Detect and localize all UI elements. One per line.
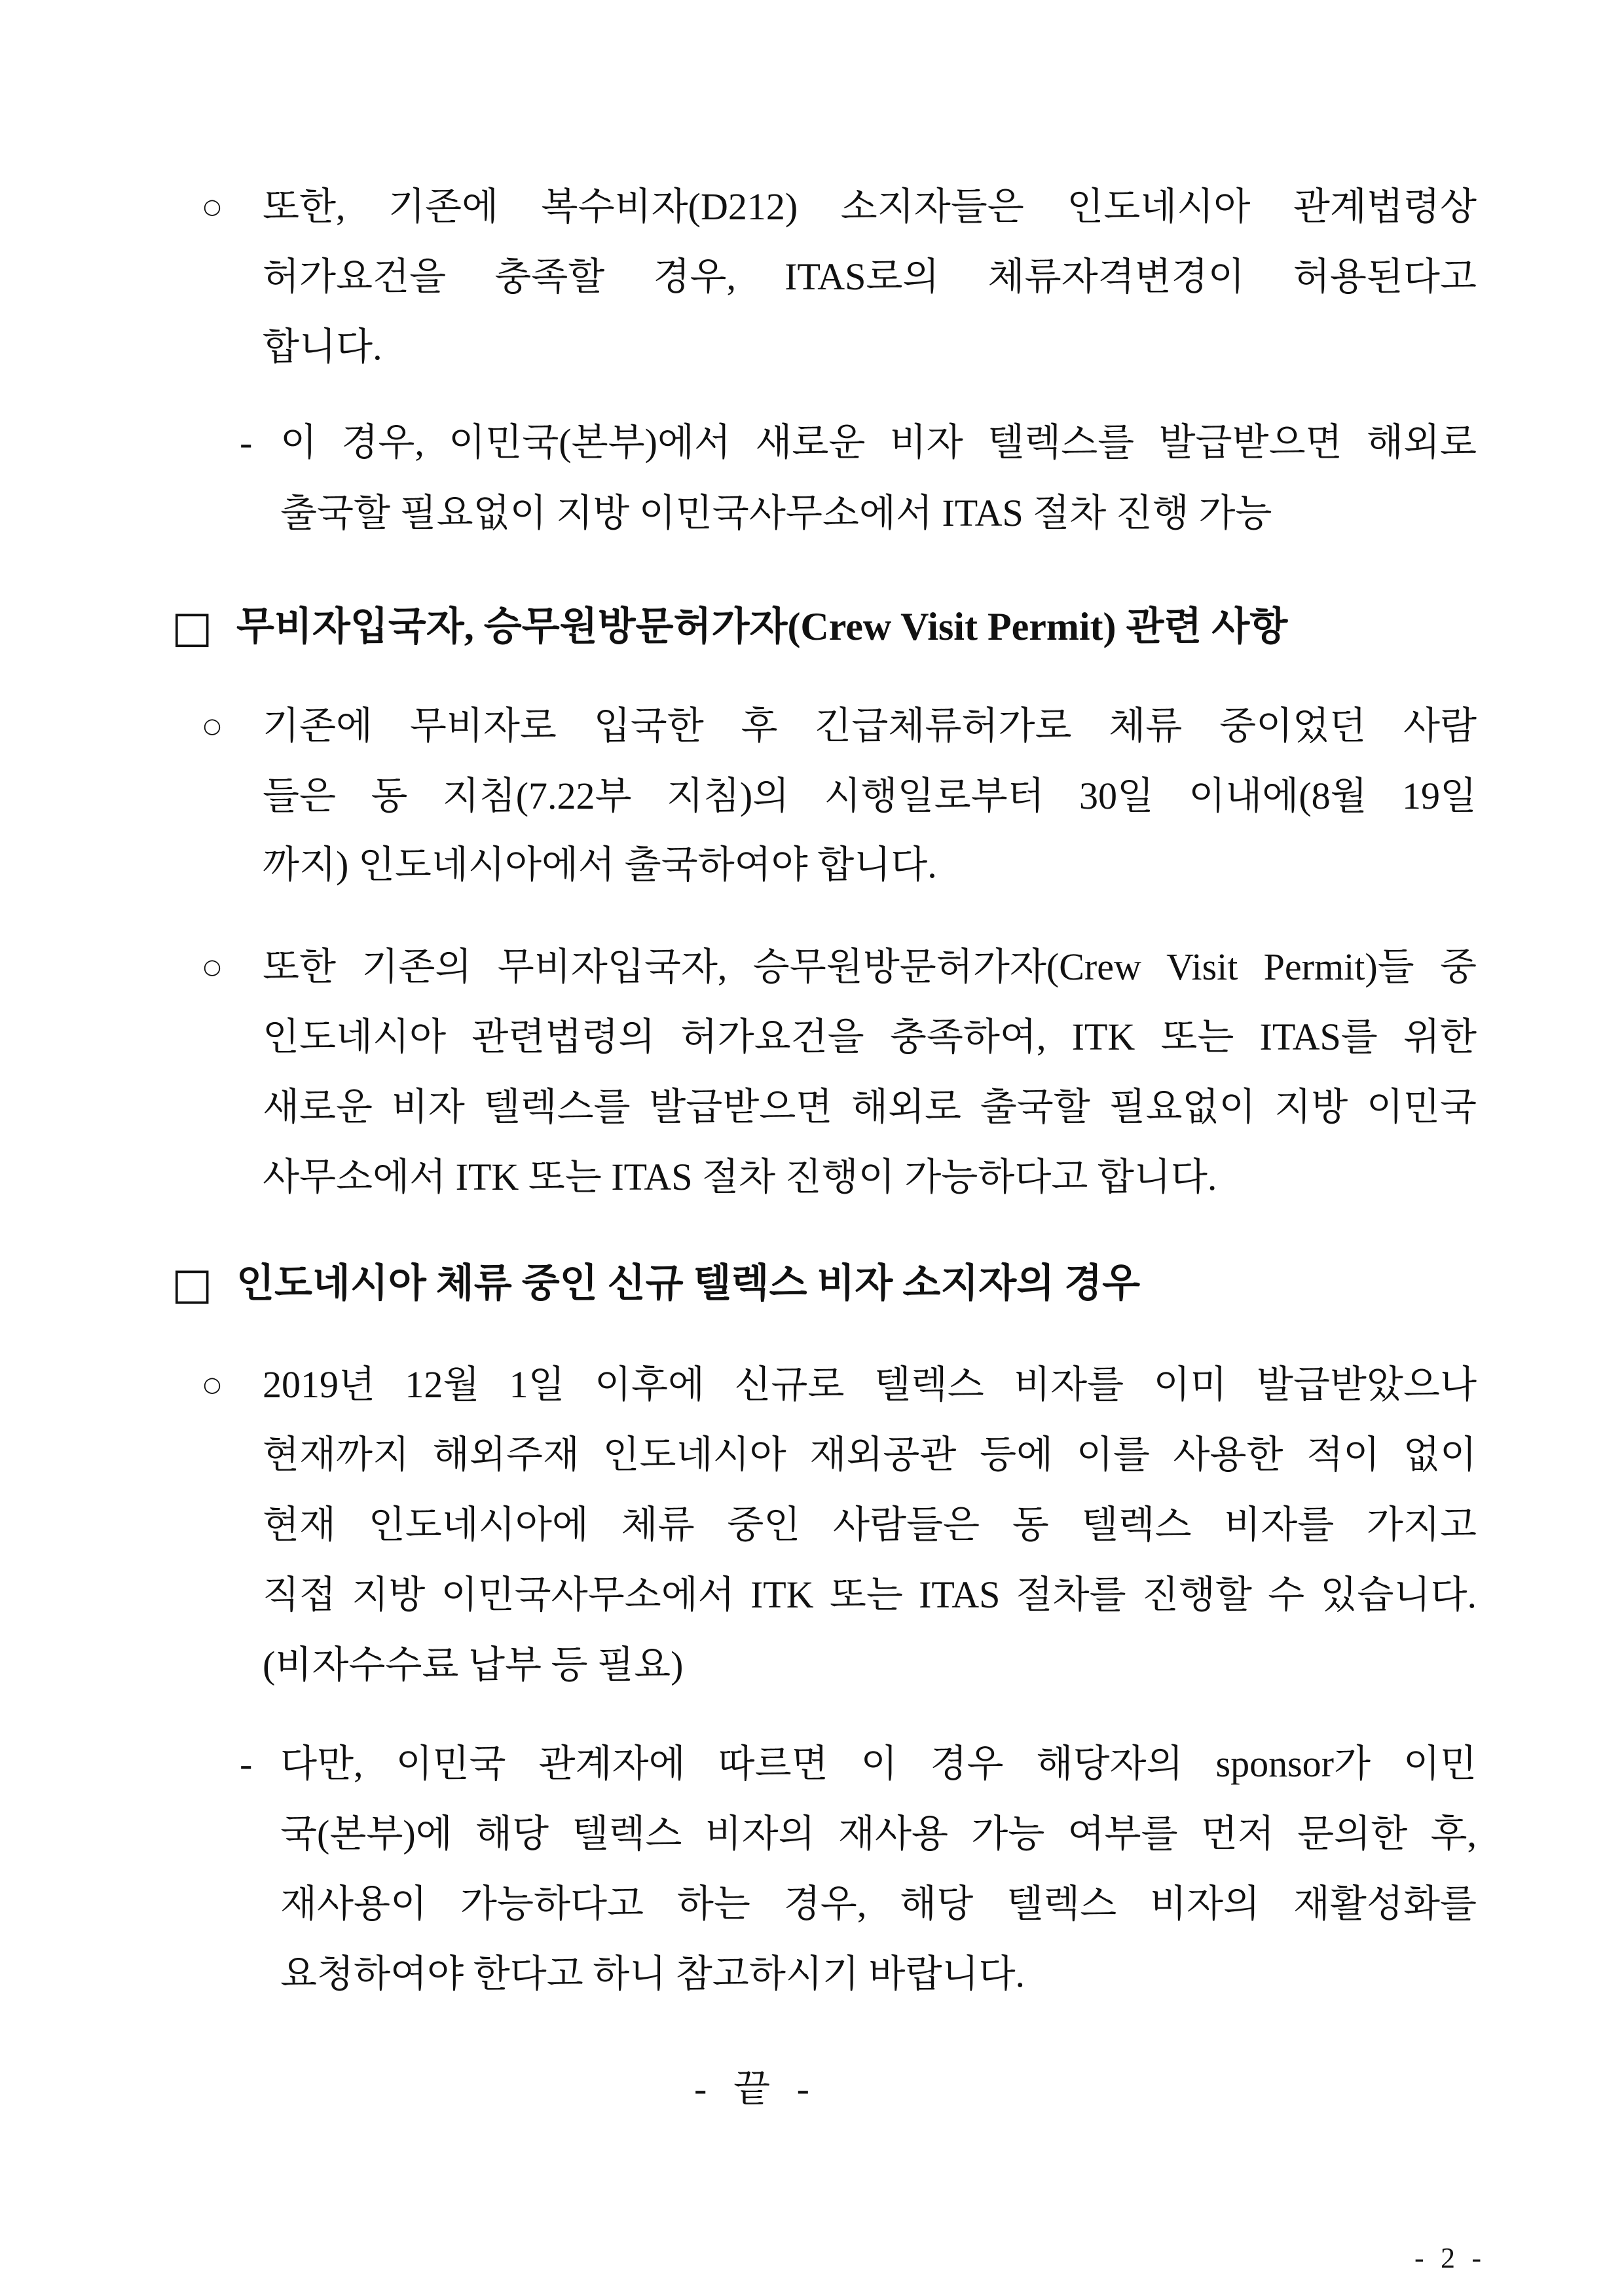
paragraph-line: (비자수수료 납부 등 필요) bbox=[263, 1643, 684, 1686]
paragraph-line: 재사용이 가능하다고 하는 경우, 해당 텔렉스 비자의 재활성화를 bbox=[280, 1882, 1477, 1925]
end-mark: - 끝 - bbox=[694, 2067, 809, 2110]
paragraph-line: 2019년 12월 1일 이후에 신규로 텔렉스 비자를 이미 발급받았으나 bbox=[263, 1363, 1477, 1406]
circle-bullet-icon: ○ bbox=[203, 1372, 221, 1397]
paragraph-line: 직접 지방 이민국사무소에서 ITK 또는 ITAS 절차를 진행할 수 있습니다. bbox=[263, 1573, 1477, 1616]
paragraph-line: 또한 기존의 무비자입국자, 승무원방문허가자(Crew Visit Permit)들 중 bbox=[263, 946, 1477, 988]
paragraph-line: 요청하여야 한다고 하니 참고하시기 바랍니다. bbox=[280, 1953, 1025, 1995]
dash-bullet: - bbox=[240, 1742, 253, 1785]
paragraph-line: 허가요건을 충족할 경우, ITAS로의 체류자격변경이 허용된다고 bbox=[263, 255, 1477, 298]
paragraph-line: 다만, 이민국 관계자에 따르면 이 경우 해당자의 sponsor가 이민 bbox=[280, 1742, 1477, 1785]
square-bullet-icon: □ bbox=[172, 602, 213, 652]
paragraph-line: 합니다. bbox=[263, 325, 382, 368]
section-heading-text: 인도네시아 체류 중인 신규 텔렉스 비자 소지자의 경우 bbox=[236, 1262, 1141, 1305]
section-heading-text: 무비자입국자, 승무원방문허가자(Crew Visit Permit) 관련 사항 bbox=[236, 605, 1288, 648]
circle-bullet-icon: ○ bbox=[203, 713, 221, 738]
paragraph-line: 사무소에서 ITK 또는 ITAS 절차 진행이 가능하다고 합니다. bbox=[263, 1156, 1217, 1198]
paragraph-line: 현재 인도네시아에 체류 중인 사람들은 동 텔렉스 비자를 가지고 bbox=[263, 1503, 1477, 1546]
paragraph-line: 들은 동 지침(7.22부 지침)의 시행일로부터 30일 이내에(8월 19일 bbox=[263, 775, 1477, 817]
circle-bullet-icon: ○ bbox=[203, 194, 221, 219]
paragraph-line: 까지) 인도네시아에서 출국하여야 합니다. bbox=[263, 843, 937, 886]
paragraph-line: 이 경우, 이민국(본부)에서 새로운 비자 텔렉스를 발급받으면 해외로 bbox=[280, 421, 1477, 464]
page-number: - 2 - bbox=[1414, 2242, 1481, 2274]
dash-bullet: - bbox=[240, 421, 253, 464]
square-bullet-icon: □ bbox=[172, 1258, 213, 1309]
paragraph-line: 현재까지 해외주재 인도네시아 재외공관 등에 이를 사용한 적이 없이 bbox=[263, 1433, 1477, 1476]
paragraph-line: 출국할 필요없이 지방 이민국사무소에서 ITAS 절차 진행 가능 bbox=[280, 492, 1272, 534]
paragraph-line: 기존에 무비자로 입국한 후 긴급체류허가로 체류 중이었던 사람 bbox=[263, 705, 1477, 747]
circle-bullet-icon: ○ bbox=[203, 954, 221, 979]
paragraph-line: 국(본부)에 해당 텔렉스 비자의 재사용 가능 여부를 먼저 문의한 후, bbox=[280, 1812, 1477, 1855]
paragraph-line: 새로운 비자 텔렉스를 발급받으면 해외로 출국할 필요없이 지방 이민국 bbox=[263, 1086, 1477, 1128]
paragraph-line: 인도네시아 관련법령의 허가요건을 충족하여, ITK 또는 ITAS를 위한 bbox=[263, 1016, 1477, 1058]
paragraph-line: 또한, 기존에 복수비자(D212) 소지자들은 인도네시아 관계법령상 bbox=[263, 185, 1477, 228]
